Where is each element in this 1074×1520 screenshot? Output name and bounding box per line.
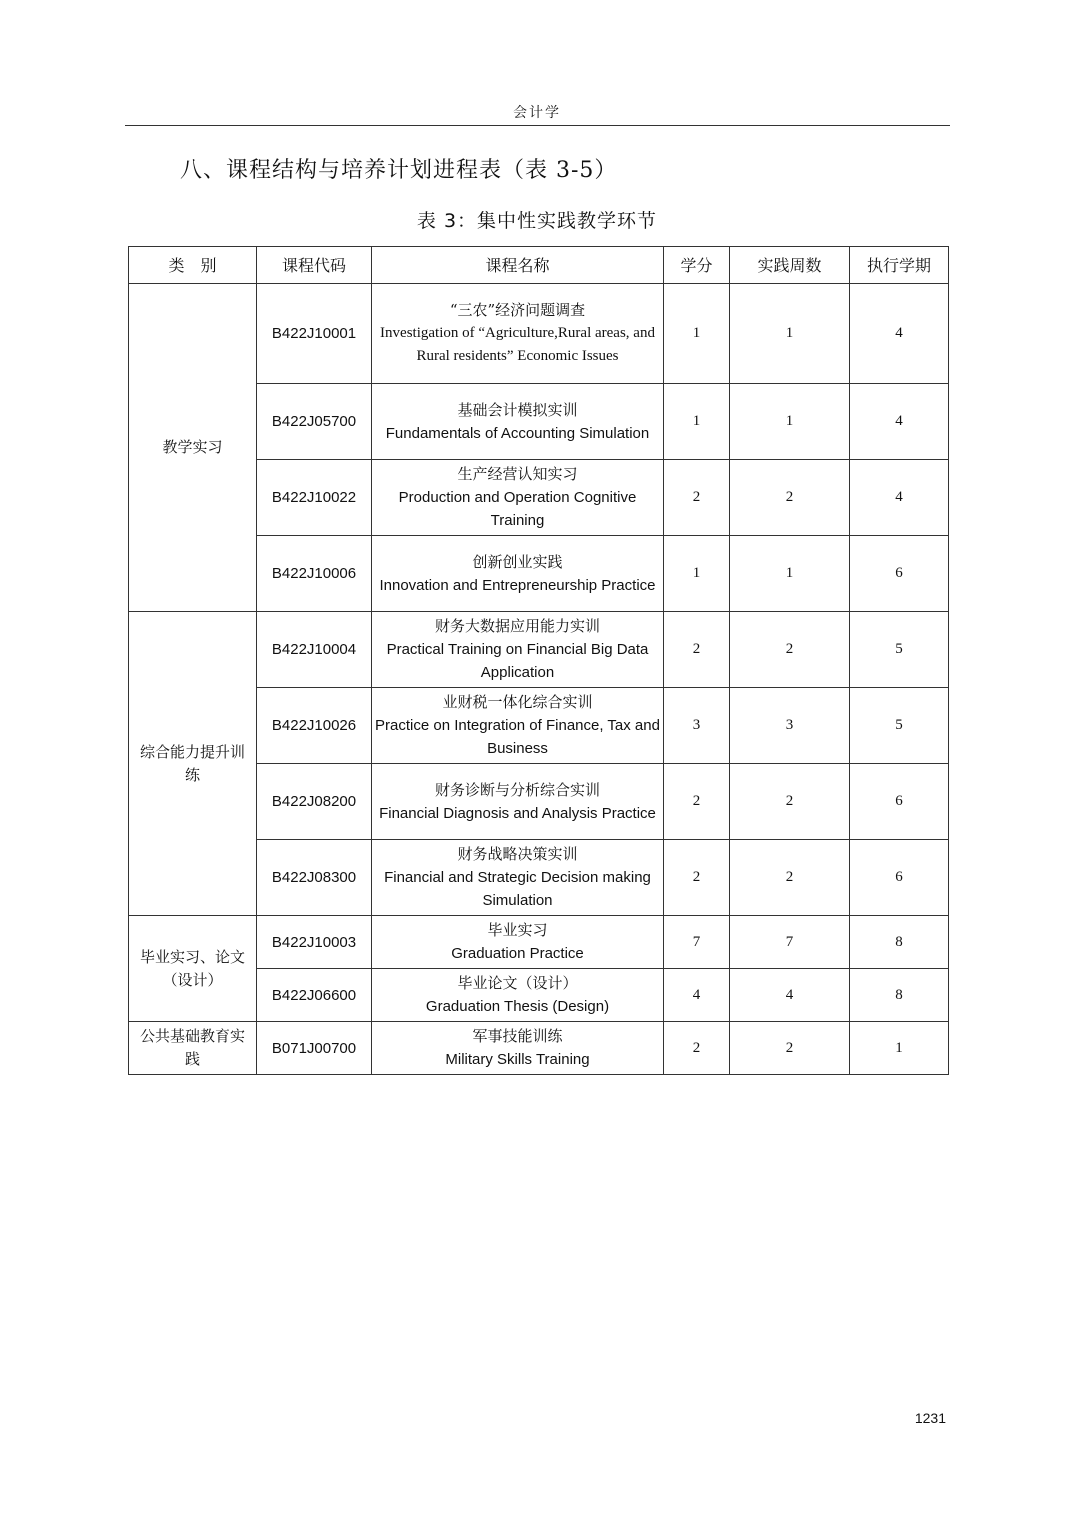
course-name-cell (372, 612, 664, 688)
course-code-cell: B422J10001 (257, 284, 372, 384)
category-cell (129, 284, 257, 612)
course-name-en: Investigation of “Agriculture,Rural areas, and Rural residents” Economic Issues (380, 325, 655, 364)
table-row (129, 916, 949, 969)
course-name-en: Military Skills Training (445, 1051, 590, 1068)
column-header-credits: 学分 (664, 247, 730, 284)
practice-weeks-cell: 4 (730, 969, 850, 1022)
course-name-cell (372, 1022, 664, 1075)
course-name-cn: 毕业论文（设计） (457, 974, 578, 992)
course-name-cell (372, 384, 664, 460)
credits-cell: 7 (664, 916, 730, 969)
course-name-cell (372, 969, 664, 1022)
course-name-cn: 创新创业实践 (472, 552, 563, 571)
credits-cell: 2 (664, 1022, 730, 1075)
course-name-en: Practical Training on Financial Big Data Application (386, 641, 649, 681)
category-label: 毕业实习、论文（设计） (139, 947, 245, 989)
credits-cell: 4 (664, 969, 730, 1022)
semester-cell: 1 (850, 1022, 949, 1075)
table-row (129, 1022, 949, 1075)
course-name-en: Production and Operation Cognitive Training (398, 489, 637, 529)
semester-cell: 5 (850, 688, 949, 764)
course-code-cell: B422J08200 (257, 764, 372, 840)
credits-cell: 2 (664, 460, 730, 536)
table-caption: 表 3：集中性实践教学环节 (416, 210, 658, 232)
course-name-cn: 财务诊断与分析综合实训 (434, 780, 600, 799)
practice-weeks-cell: 3 (730, 688, 850, 764)
semester-cell: 4 (850, 384, 949, 460)
course-name-cell (372, 284, 664, 384)
course-name-cell (372, 840, 664, 916)
practice-weeks-cell: 2 (730, 1022, 850, 1075)
semester-cell: 6 (850, 764, 949, 840)
column-header-semester: 执行学期 (850, 247, 949, 284)
course-name-en: Practice on Integration of Finance, Tax and Business (375, 717, 660, 757)
practice-weeks-cell: 1 (730, 384, 850, 460)
category-cell (129, 612, 257, 916)
credits-cell: 2 (664, 612, 730, 688)
course-name-cn: 毕业实习 (487, 921, 548, 939)
page-number: 1231 (914, 1410, 946, 1426)
semester-cell: 4 (850, 460, 949, 536)
column-header-course-name: 课程名称 (372, 247, 664, 284)
course-name-en: Financial and Strategic Decision making Simulation (384, 869, 651, 909)
course-name-cell (372, 764, 664, 840)
column-header-category: 类 别 (129, 247, 257, 284)
practice-weeks-cell: 2 (730, 612, 850, 688)
practice-weeks-cell: 1 (730, 284, 850, 384)
category-label: 公共基础教育实践 (139, 1027, 245, 1068)
practice-weeks-cell: 1 (730, 536, 850, 612)
column-header-course-code: 课程代码 (257, 247, 372, 284)
course-name-cn: 基础会计模拟实训 (457, 400, 578, 419)
semester-cell: 8 (850, 969, 949, 1022)
credits-cell: 1 (664, 536, 730, 612)
semester-cell: 6 (850, 840, 949, 916)
course-code-cell: B422J10003 (257, 916, 372, 969)
course-code-cell: B422J10006 (257, 536, 372, 612)
semester-cell: 5 (850, 612, 949, 688)
course-name-cn: 生产经营认知实习 (457, 465, 578, 483)
practice-weeks-cell: 2 (730, 840, 850, 916)
category-cell (129, 1022, 257, 1075)
running-header: 会计学 (513, 105, 561, 121)
category-label: 教学实习 (162, 438, 223, 456)
semester-cell: 6 (850, 536, 949, 612)
header-divider (125, 125, 950, 126)
credits-cell: 2 (664, 764, 730, 840)
course-name-cn: “三农”经济问题调查 (449, 301, 586, 319)
course-name-en: Graduation Thesis (Design) (425, 998, 610, 1015)
course-name-cn: 财务大数据应用能力实训 (434, 617, 600, 635)
course-name-cell (372, 536, 664, 612)
column-header-practice-weeks: 实践周数 (730, 247, 850, 284)
credits-cell: 3 (664, 688, 730, 764)
course-name-cn: 业财税一体化综合实训 (442, 693, 593, 711)
course-code-cell: B422J10026 (257, 688, 372, 764)
course-code-cell: B422J10022 (257, 460, 372, 536)
course-code-cell: B422J05700 (257, 384, 372, 460)
course-name-en: Financial Diagnosis and Analysis Practice (379, 804, 656, 822)
table-row (129, 612, 949, 688)
course-code-cell: B422J08300 (257, 840, 372, 916)
course-code-cell: B422J06600 (257, 969, 372, 1022)
course-name-cn: 财务战略决策实训 (457, 845, 578, 863)
course-name-cell (372, 460, 664, 536)
practice-weeks-cell: 2 (730, 764, 850, 840)
course-name-en: Fundamentals of Accounting Simulation (385, 424, 650, 442)
category-cell (129, 916, 257, 1022)
course-name-cn: 军事技能训练 (472, 1027, 563, 1045)
table-row (129, 284, 949, 384)
credits-cell: 2 (664, 840, 730, 916)
practice-weeks-cell: 2 (730, 460, 850, 536)
semester-cell: 8 (850, 916, 949, 969)
course-code-cell: B071J00700 (257, 1022, 372, 1075)
course-name-cell (372, 688, 664, 764)
course-name-en: Innovation and Entrepreneurship Practice (379, 576, 656, 594)
course-name-cell (372, 916, 664, 969)
credits-cell: 1 (664, 284, 730, 384)
category-label: 综合能力提升训练 (139, 742, 245, 784)
practice-weeks-cell: 7 (730, 916, 850, 969)
practice-plan-table (128, 246, 949, 1075)
credits-cell: 1 (664, 384, 730, 460)
section-heading: 八、课程结构与培养计划进程表（表 3-5） (180, 158, 618, 183)
semester-cell: 4 (850, 284, 949, 384)
course-name-en: Graduation Practice (451, 945, 584, 962)
table-header-row (129, 247, 949, 284)
course-code-cell: B422J10004 (257, 612, 372, 688)
